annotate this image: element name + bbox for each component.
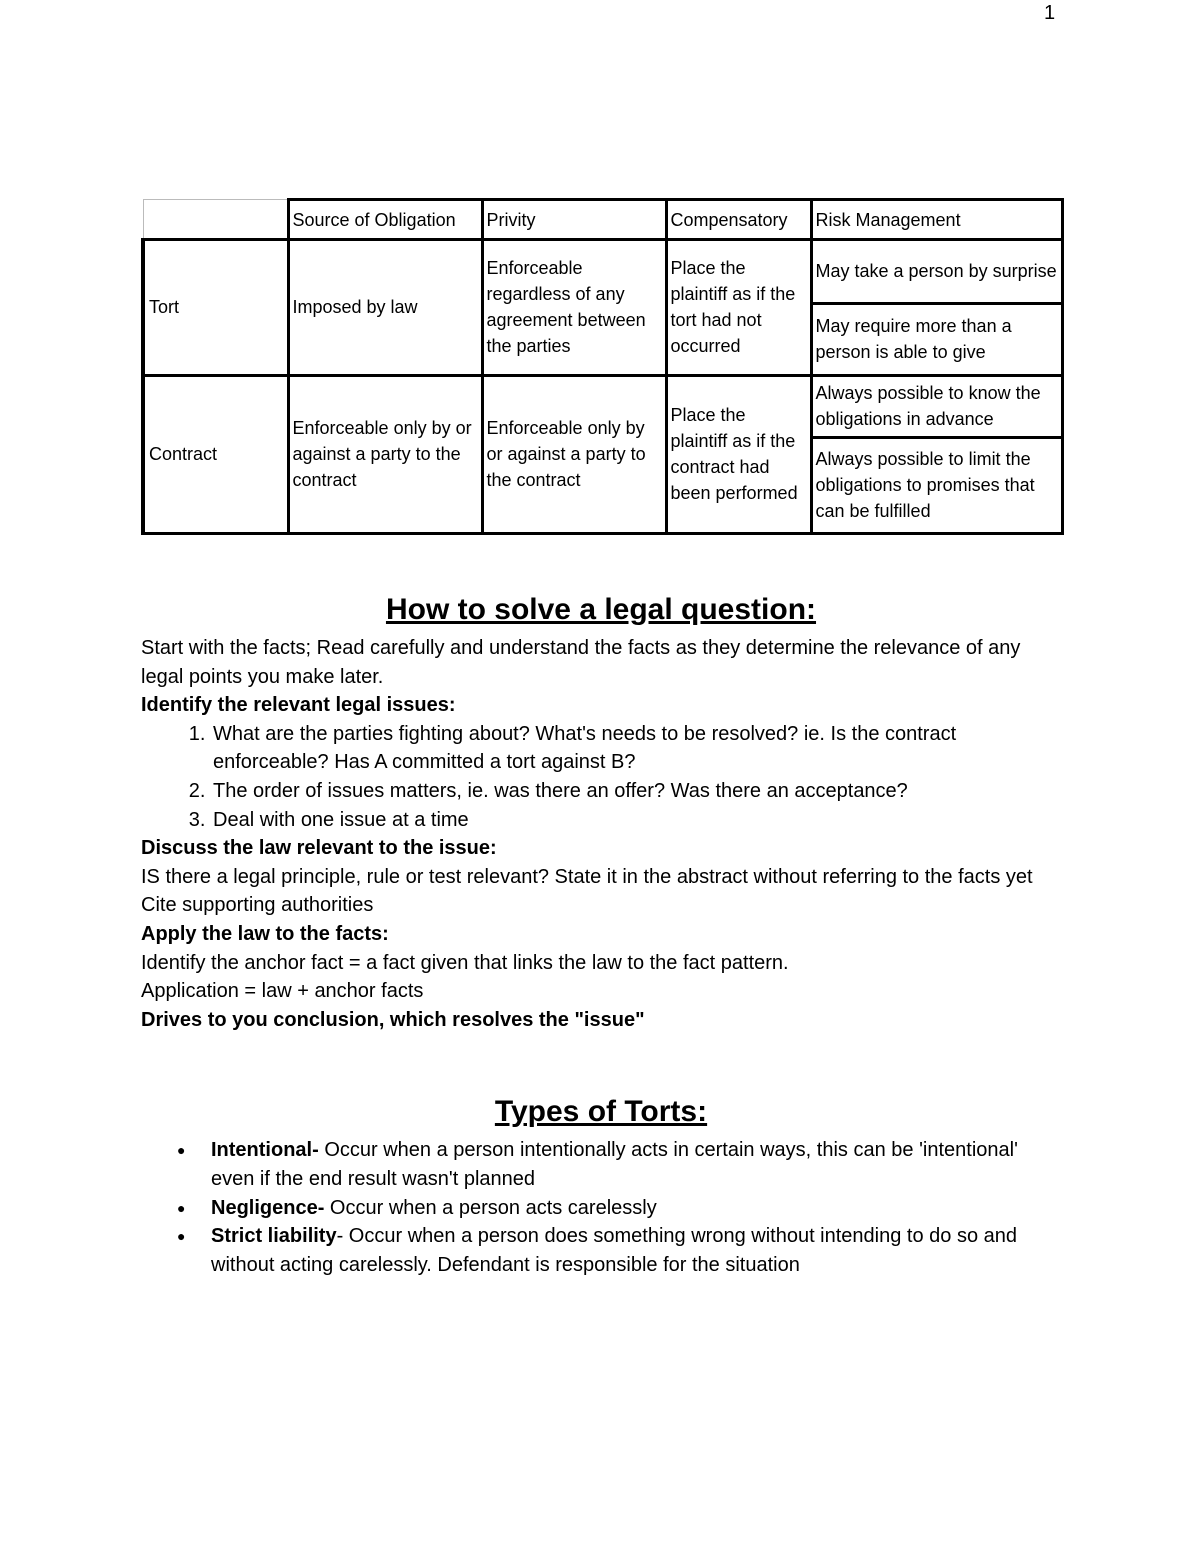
table-header-compensatory: Compensatory [666, 200, 811, 240]
tort-source-cell: Imposed by law [288, 240, 482, 376]
list-item: 1. What are the parties fighting about? What's needs to be resolved? ie. Is the contract enforceable? Has A committed a tort against B? [211, 720, 1061, 777]
list-item: 2. The order of issues matters, ie. was there an offer? Was there an acceptance? [211, 777, 1061, 806]
tort-types-list [141, 1136, 1061, 1279]
list-item [211, 1194, 1061, 1223]
tort-type-term: Negligence- [211, 1196, 325, 1219]
apply-text-2: Application = law + anchor facts [141, 980, 424, 1003]
table-header-risk: Risk Management [811, 200, 1062, 240]
tort-compensatory-cell: Place the plaintiff as if the tort had not occurred [666, 240, 811, 376]
table-row-contract [143, 375, 1062, 437]
row-label-tort: Tort [143, 240, 288, 376]
types-of-torts-title: Types of Torts: [494, 1095, 708, 1129]
table-header-corner [143, 200, 288, 240]
legal-question-title: How to solve a legal question: [385, 593, 817, 626]
conclusion-text: Drives to you conclusion, which resolves the "issue" [141, 1008, 645, 1031]
table-header-row [143, 200, 1062, 240]
legal-question-intro: Start with the facts; Read carefully and understand the facts as they determine the relevance of any legal points you make later. [141, 637, 1021, 688]
page-number: 1 [1044, 2, 1056, 24]
apply-text-1: Identify the anchor fact = a fact given that links the law to the fact pattern. [141, 951, 789, 974]
identify-heading: Identify the relevant legal issues: [141, 694, 456, 717]
tort-type-text: Occur when a person intentionally acts in certain ways, this can be 'intentional' even if the end result wasn't planned [211, 1139, 1018, 1190]
discuss-cite: Cite supporting authorities [141, 894, 374, 917]
list-item [211, 1222, 1061, 1279]
tort-privity-cell: Enforceable regardless of any agreement between the parties [482, 240, 666, 376]
tort-type-term: Intentional- [211, 1139, 319, 1162]
tort-risk-cell-1: May take a person by surprise [811, 240, 1062, 304]
table-row-tort [143, 240, 1062, 304]
contract-risk-cell-1: Always possible to know the obligations in advance [811, 375, 1062, 437]
apply-heading: Apply the law to the facts: [141, 922, 389, 945]
contract-risk-cell-2: Always possible to limit the obligations to promises that can be fulfilled [811, 437, 1062, 533]
contract-privity-cell: Enforceable only by or against a party to the contract [482, 375, 666, 533]
tort-risk-cell-2: May require more than a person is able to give [811, 303, 1062, 375]
discuss-heading: Discuss the law relevant to the issue: [141, 837, 497, 860]
tort-type-text: - Occur when a person does something wrong without intending to do so and without acting carelessly. Defendant is responsible for the situation [211, 1225, 1018, 1276]
identify-steps-list [141, 720, 1061, 834]
contract-source-cell: Enforceable only by or against a party to the contract [288, 375, 482, 533]
tort-type-text: Occur when a person acts carelessly [324, 1196, 657, 1219]
discuss-text: IS there a legal principle, rule or test relevant? State it in the abstract without referring to the facts yet [141, 865, 1033, 888]
table-header-privity: Privity [482, 200, 666, 240]
tort-vs-contract-table [141, 198, 1064, 535]
contract-compensatory-cell: Place the plaintiff as if the contract had been performed [666, 375, 811, 533]
table-header-source: Source of Obligation [288, 200, 482, 240]
list-item [211, 1136, 1061, 1193]
list-item: 3. Deal with one issue at a time [211, 806, 1061, 835]
row-label-contract: Contract [143, 375, 288, 533]
section-spacer [141, 1034, 1061, 1092]
notes-body [141, 590, 1061, 1279]
tort-type-term: Strict liability [211, 1225, 337, 1248]
